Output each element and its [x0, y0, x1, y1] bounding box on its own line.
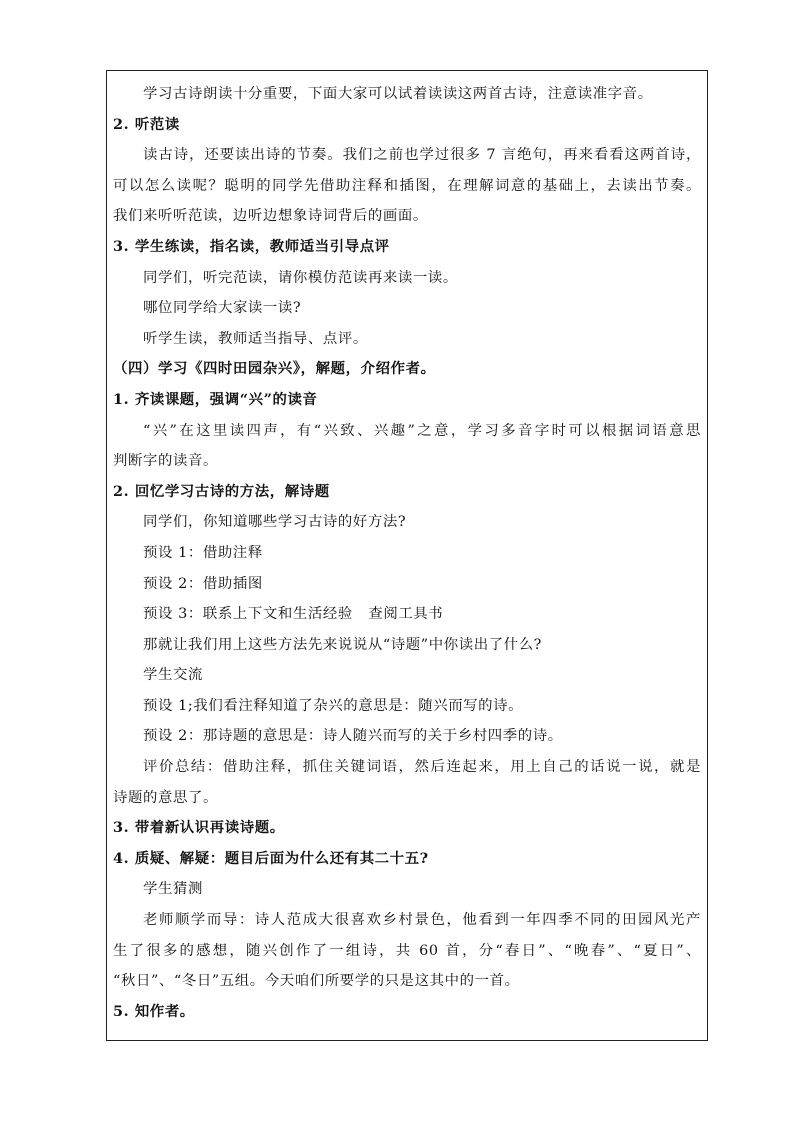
- paragraph: 学习古诗朗读十分重要，下面大家可以试着读读这两首古诗，注意读准字音。: [143, 86, 653, 102]
- paragraph: 我们来听听范读，边听边想象诗词背后的画面。: [113, 208, 428, 225]
- paragraph: “兴”在这里读四声，有“兴致、兴趣”之意，学习多音字时可以根据词语意思: [143, 422, 701, 439]
- paragraph: 那就让我们用上这些方法先来说说从“诗题”中你读出了什么?: [143, 636, 542, 653]
- paragraph: 同学们，听完范读，请你模仿范读再来读一读。: [143, 269, 458, 286]
- paragraph: 生了很多的感想，随兴创作了一组诗，共 60 首，分“春日”、“晚春”、“夏日”、: [113, 942, 701, 959]
- preset-item: 预设 3：联系上下文和生活经验 查阅工具书: [143, 606, 444, 623]
- section-heading: 3. 学生练读，指名读，教师适当引导点评: [113, 237, 390, 255]
- part-heading: （四）学习《四时田园杂兴》，解题，介绍作者。: [113, 360, 436, 378]
- paragraph: 判断字的读音。: [113, 453, 218, 470]
- section-heading: 4. 质疑、解疑：题目后面为什么还有其二十五?: [113, 849, 429, 867]
- paragraph: 哪位同学给大家读一读?: [143, 300, 302, 317]
- lesson-content: [113, 79, 701, 1027]
- preset-item: 预设 1：借助注释: [143, 544, 263, 561]
- paragraph: “秋日”、“冬日”五组。今天咱们所要学的只是这其中的一首。: [113, 973, 520, 990]
- section-heading: 5. 知作者。: [113, 1002, 195, 1020]
- section-heading: 1. 齐读课题，强调“兴”的读音: [113, 390, 318, 408]
- section-heading: 2. 听范读: [113, 115, 180, 133]
- preset-item: 预设 1;我们看注释知道了杂兴的意思是：随兴而写的诗。: [143, 697, 524, 714]
- paragraph: 读古诗，还要读出诗的节奏。我们之前也学过很多 7 言绝句，再来看看这两首诗，: [143, 147, 701, 164]
- section-heading: 3. 带着新认识再读诗题。: [113, 819, 285, 837]
- section-heading: 2. 回忆学习古诗的方法，解诗题: [113, 482, 330, 500]
- paragraph: 学生交流: [143, 667, 203, 684]
- paragraph: 学生猜测: [143, 881, 203, 898]
- paragraph: 老师顺学而导：诗人范成大很喜欢乡村景色，他看到一年四季不同的田园风光产: [143, 912, 701, 929]
- paragraph: 可以怎么读呢？聪明的同学先借助注释和插图，在理解词意的基础上，去读出节奏。: [113, 177, 701, 194]
- paragraph: 诗题的意思了。: [113, 789, 218, 806]
- paragraph: 听学生读，教师适当指导、点评。: [143, 330, 368, 347]
- preset-item: 预设 2：借助插图: [143, 575, 263, 592]
- paragraph: 同学们，你知道哪些学习古诗的好方法?: [143, 514, 407, 531]
- preset-item: 预设 2：那诗题的意思是：诗人随兴而写的关于乡村四季的诗。: [143, 728, 563, 745]
- paragraph: 评价总结：借助注释，抓住关键词语，然后连起来，用上自己的话说一说，就是: [143, 759, 701, 776]
- table-cell-frame: [106, 70, 708, 1041]
